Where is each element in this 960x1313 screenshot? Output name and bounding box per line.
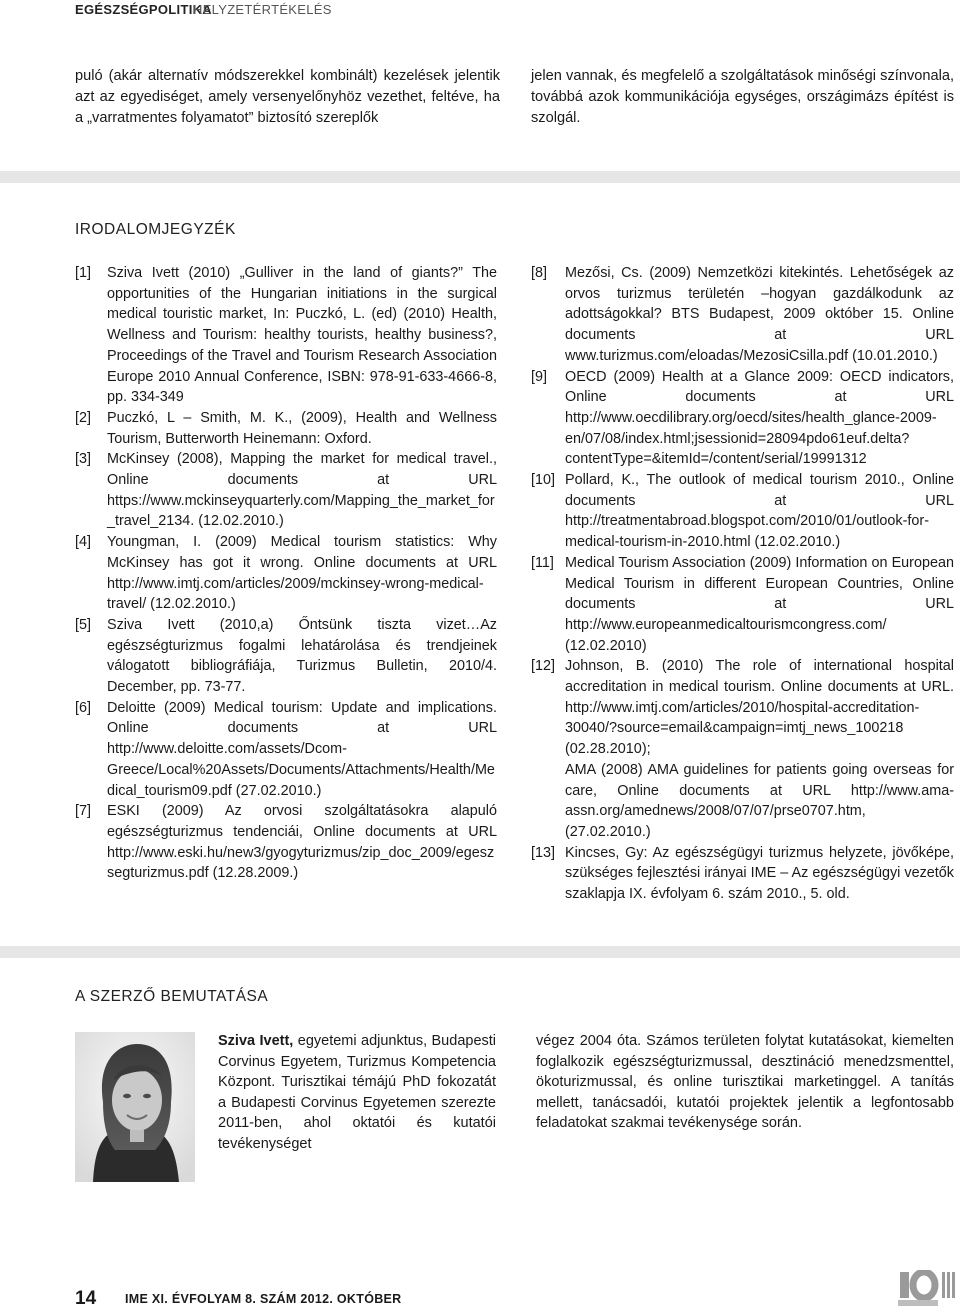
reference-number: [2] [75,409,91,426]
reference-text: AMA (2008) AMA guidelines for patients going overseas for care, Online documents at URL http://www.ama-assn.org/amednews/2008/07/07/prse0707.htm, (27.02.2010.) [565,761,954,840]
reference-item [75,801,497,884]
reference-number: [8] [531,265,547,281]
intro-text-right: jelen vannak, és megfelelő a szolgáltatások minőségi színvonala, továbbá azok kommunikációja egységes, országimázs építést is szolgál. [531,68,954,126]
reference-text: OECD (2009) Health at a Glance 2009: OECD indicators, Online documents at URL http://www.oecdilibrary.org/oecd/sites/health_glance-2009-en/07/08/index.html;jsessionid=28094pdo61euf.delta?contentType=&itemId=/content/serial/19991312 [565,368,954,468]
page-number: 14 [75,1288,97,1309]
reference-item [531,553,954,657]
reference-text: Sziva Ivett (2010) „Gulliver in the land of giants?” The opportunities of the Hungarian initiations in the surgical medical touristic market, In: Puczkó, L. (ed) (2010) Health, Wellness and Tourism: healthy tourists, healthy business?, Proceedings of the Travel and Tourism Research Association Europe 2010 Annual Conference, ISBN: 978-91-633-4666-8, pp. 334-349 [107,265,497,406]
issue-info: IME XI. ÉVFOLYAM 8. SZÁM 2012. OKTÓBER [125,1292,402,1306]
reference-item [75,698,497,802]
reference-item [75,408,497,449]
reference-number: [4] [75,534,91,551]
reference-text: Sziva Ivett (2010,a) Őntsünk tiszta vizet…Az egészségturizmus fogalmi lehatárolása és trendjeinek válogatott bibliográfiája, Turizmus Bulletin, 2010/4. December, pp. 73-77. [107,616,497,696]
reference-item [531,656,954,760]
reference-item [531,470,954,553]
reference-item [531,760,954,843]
reference-number: [6] [75,699,91,716]
reference-number [531,760,565,843]
author-name: Sziva Ivett, [218,1033,294,1049]
intro-text-left: puló (akár alternatív módszerekkel kombinált) kezelések jelentik azt az egyediséget, amely versenyelőnyhöz vezethet, feltéve, ha a „varratmentes folyamatot” biztosító szereplők [75,68,500,126]
header-category: EGÉSZSÉGPOLITIKA [75,2,212,17]
reference-number: [13] [531,844,556,861]
reference-text: McKinsey (2008), Mapping the market for medical travel., Online documents at URL https://www.mckinseyquarterly.com/Mapping_the_market_for_travel_2134. (12.02.2010.) [107,451,497,530]
page-footer [0,1282,960,1312]
section-divider-bottom [0,946,960,958]
reference-text: Pollard, K., The outlook of medical tourism 2010., Online documents at URL http://treatmentabroad.blogspot.com/2010/01/outlook-for-medical-tourism-in-2010.html (12.02.2010.) [565,472,954,551]
reference-item [531,263,954,367]
reference-item [531,367,954,471]
reference-item [75,263,497,408]
reference-number: [9] [531,368,547,385]
header-subcategory: HELYZETÉRTÉKELÉS [193,2,332,17]
ime-10-years-icon [896,1270,956,1308]
ime-anniversary-logo [896,1270,956,1308]
reference-number: [11] [531,554,554,571]
portrait-image [75,1032,195,1182]
reference-item [75,532,497,615]
reference-text: ESKI (2009) Az orvosi szolgáltatásokra alapuló egészségturizmus tendenciái, Online documents at URL http://www.eski.hu/new3/gyogyturizmus/zip_doc_2009/egeszsegturizmus.pdf (12.28.2009.) [107,803,497,882]
reference-number: [7] [75,803,91,820]
reference-number: [5] [75,616,91,633]
reference-text: Johnson, B. (2010) The role of international hospital accreditation in medical tourism. Online documents at URL. http://www.imtj.com/articles/2010/hospital-accreditation-30040/?source=email&campaign=imtj_news_100218 (02.28.2010); [565,658,954,758]
reference-text: Deloitte (2009) Medical tourism: Update and implications. Online documents at URL http://www.deloitte.com/assets/Dcom-Greece/Local%20Assets/Documents/Attachments/Health/Medical_tourism09.pdf (27.02.2010.) [107,699,497,799]
reference-number: [12] [531,658,556,675]
references-title: IRODALOMJEGYZÉK [75,221,236,238]
reference-item [531,843,954,905]
reference-text: Puczkó, L – Smith, M. K., (2009), Health and Wellness Tourism, Butterworth Heinemann: Oxford. [107,409,497,447]
reference-number: [1] [75,265,91,281]
reference-text: Medical Tourism Association (2009) Information on European Medical Tourism in different European Countries, Online documents at URL http://www.europeanmedicaltourismcongress.com/ (12.02.2010) [565,554,954,654]
author-bio-right: végez 2004 óta. Számos területen folytat kutatásokat, kiemelten foglalkozik egészségturizmussal, desztináció menedzsmenttel, ökoturizmussal, és online turisztikai marketinggel. A tanítás mellett, tanácsadói, kutatói projektek jelentik a legfontosabb feladatokat szakmai tevékenysége során. [536,1033,954,1132]
reference-text: Mezősi, Cs. (2009) Nemzetközi kitekintés. Lehetőségek az orvos turizmus területén –hogyan gazdálkodunk az adottságokkal? BTS Budapest, 2009 október 15. Online documents at URL www.turizmus.com/eloadas/MezosiCsilla.pdf (10.01.2010.) [565,265,954,364]
running-header [0,0,960,22]
reference-number: [10] [531,472,556,489]
reference-text: Youngman, I. (2009) Medical tourism statistics: Why McKinsey has got it wrong. Online documents at URL http://www.imtj.com/articles/2009/mckinsey-wrong-medical-travel/ (12.02.2010.) [107,534,497,613]
author-bio-left [218,1031,496,1155]
reference-item [75,449,497,532]
author-section-title: A SZERZŐ BEMUTATÁSA [75,988,269,1005]
references-list-right [531,263,954,905]
reference-text: Kincses, Gy: Az egészségügyi turizmus helyzete, jövőképe, szükséges fejlesztési irányai IME – Az egészségügyi vezetők szaklapja IX. évfolyam 6. szám 2010., 5. old. [565,844,954,903]
reference-number: [3] [75,451,91,468]
section-divider-top [0,171,960,183]
reference-item [75,615,497,698]
author-photo [75,1032,195,1182]
references-list-left [75,263,497,884]
author-bio-left-text: egyetemi adjunktus, Budapesti Corvinus Egyetem, Turizmus Kompetencia Központ. Turisztikai témájú PhD fokozatát a Budapesti Corvinus Egyetemen szerezte 2011-ben, ahol oktatói és kutatói tevékenységet [218,1033,497,1152]
